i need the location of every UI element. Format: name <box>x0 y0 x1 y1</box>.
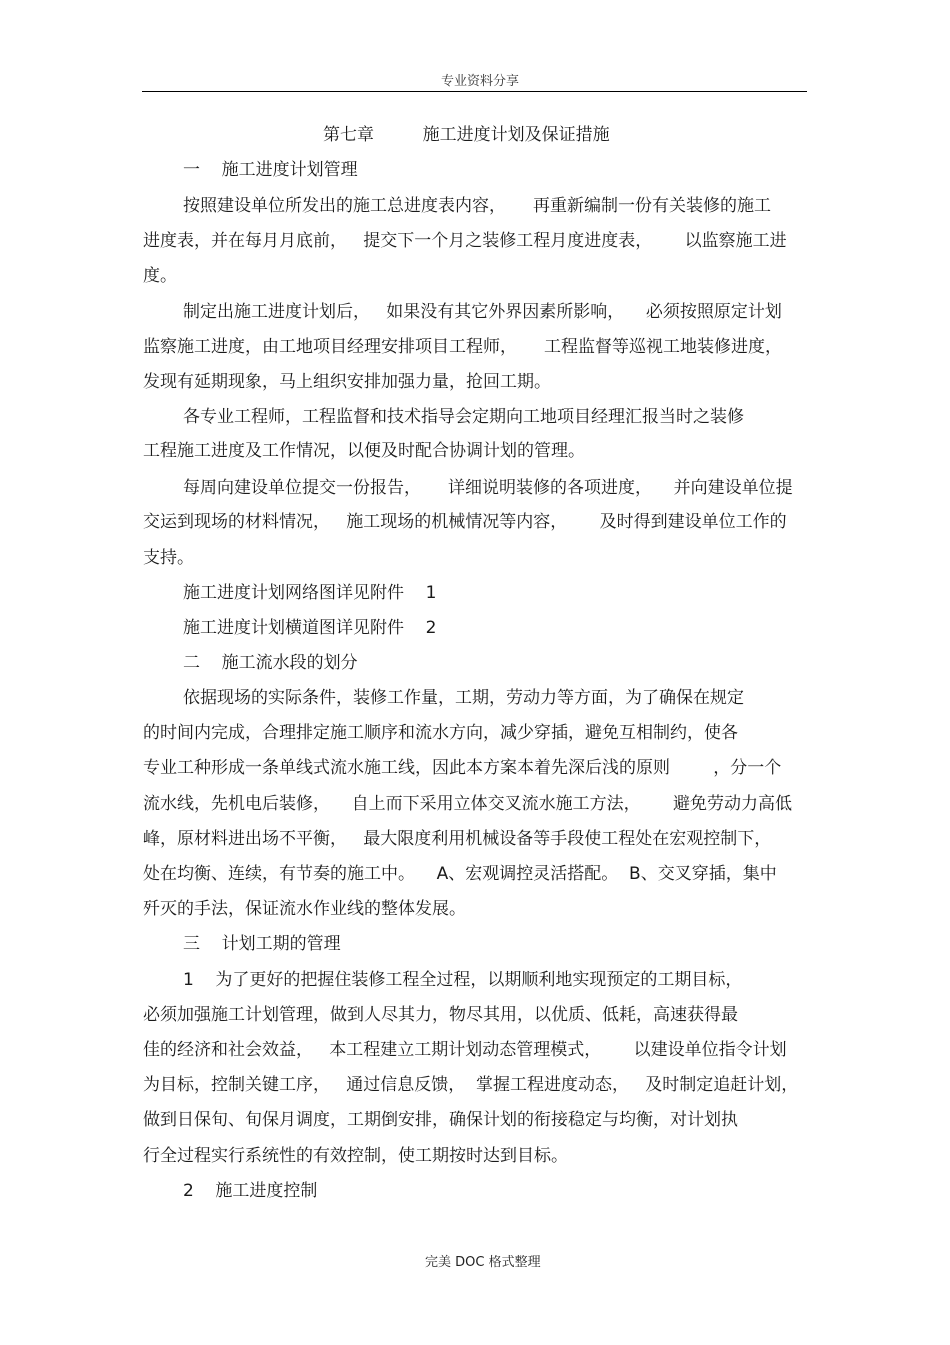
body-line: 歼灭的手法，保证流水作业线的整体发展。 <box>143 899 466 919</box>
body-line: 做到日保旬、旬保月调度，工期倒安排，确保计划的衔接稳定与均衡，对计划执 <box>143 1110 738 1130</box>
body-line: 处在均衡、连续，有节奏的施工中。 A、宏观调控灵活搭配。 B、交叉穿插，集中 <box>143 864 777 884</box>
section-heading: 一 施工进度计划管理 <box>183 160 358 180</box>
body-line: 的时间内完成，合理排定施工顺序和流水方向，减少穿插，避免互相制约，使各 <box>143 723 738 743</box>
subsection-heading: 2 施工进度控制 <box>183 1181 318 1201</box>
section-heading: 二 施工流水段的划分 <box>183 653 358 673</box>
body-line: 峰，原材料进出场不平衡， 最大限度利用机械设备等手段使工程处在宏观控制下， <box>143 829 772 849</box>
body-line: 流水线，先机电后装修， 自上而下采用立体交叉流水施工方法， 避免劳动力高低 <box>143 794 793 814</box>
attachment-ref: 施工进度计划网络图详见附件 1 <box>183 583 437 603</box>
body-line: 必须加强施工计划管理，做到人尽其力，物尽其用，以优质、低耗，高速获得最 <box>143 1005 738 1025</box>
page-header: 专业资料分享 <box>440 74 520 89</box>
body-line: 行全过程实行系统性的有效控制，使工期按时达到目标。 <box>143 1146 568 1166</box>
body-line: 支持。 <box>143 548 194 568</box>
body-line: 各专业工程师，工程监督和技术指导会定期向工地项目经理汇报当时之装修 <box>183 407 744 427</box>
page-footer: 完美 DOC 格式整理 <box>425 1255 541 1270</box>
body-line: 进度表，并在每月月底前， 提交下一个月之装修工程月度进度表， 以监察施工进 <box>143 231 787 251</box>
attachment-ref: 施工进度计划横道图详见附件 2 <box>183 618 437 638</box>
body-line: 1 为了更好的把握住装修工程全过程，以期顺利地实现预定的工期目标， <box>183 970 743 990</box>
header-divider <box>142 91 807 92</box>
body-line: 按照建设单位所发出的施工总进度表内容， 再重新编制一份有关装修的施工 <box>183 196 772 216</box>
chapter-title: 第七章 施工进度计划及保证措施 <box>323 125 610 145</box>
body-line: 监察施工进度，由工地项目经理安排项目工程师， 工程监督等巡视工地装修进度， <box>143 337 783 357</box>
body-line: 交运到现场的材料情况， 施工现场的机械情况等内容， 及时得到建设单位工作的 <box>143 512 787 532</box>
body-line: 依据现场的实际条件，装修工作量，工期，劳动力等方面，为了确保在规定 <box>183 688 744 708</box>
body-line: 工程施工进度及工作情况，以便及时配合协调计划的管理。 <box>143 441 585 461</box>
section-heading: 三 计划工期的管理 <box>183 934 341 954</box>
body-line: 每周向建设单位提交一份报告， 详细说明装修的各项进度， 并向建设单位提 <box>183 478 793 498</box>
body-line: 发现有延期现象，马上组织安排加强力量，抢回工期。 <box>143 372 551 392</box>
body-line: 佳的经济和社会效益， 本工程建立工期计划动态管理模式， 以建设单位指令计划 <box>143 1040 787 1060</box>
body-line: 度。 <box>143 266 177 286</box>
body-line: 专业工种形成一条单线式流水施工线，因此本方案本着先深后浅的原则 ，分一个 <box>143 758 782 778</box>
body-line: 制定出施工进度计划后， 如果没有其它外界因素所影响， 必须按照原定计划 <box>183 302 782 322</box>
body-line: 为目标，控制关键工序， 通过信息反馈， 掌握工程进度动态， 及时制定追赶计划， <box>143 1075 799 1095</box>
